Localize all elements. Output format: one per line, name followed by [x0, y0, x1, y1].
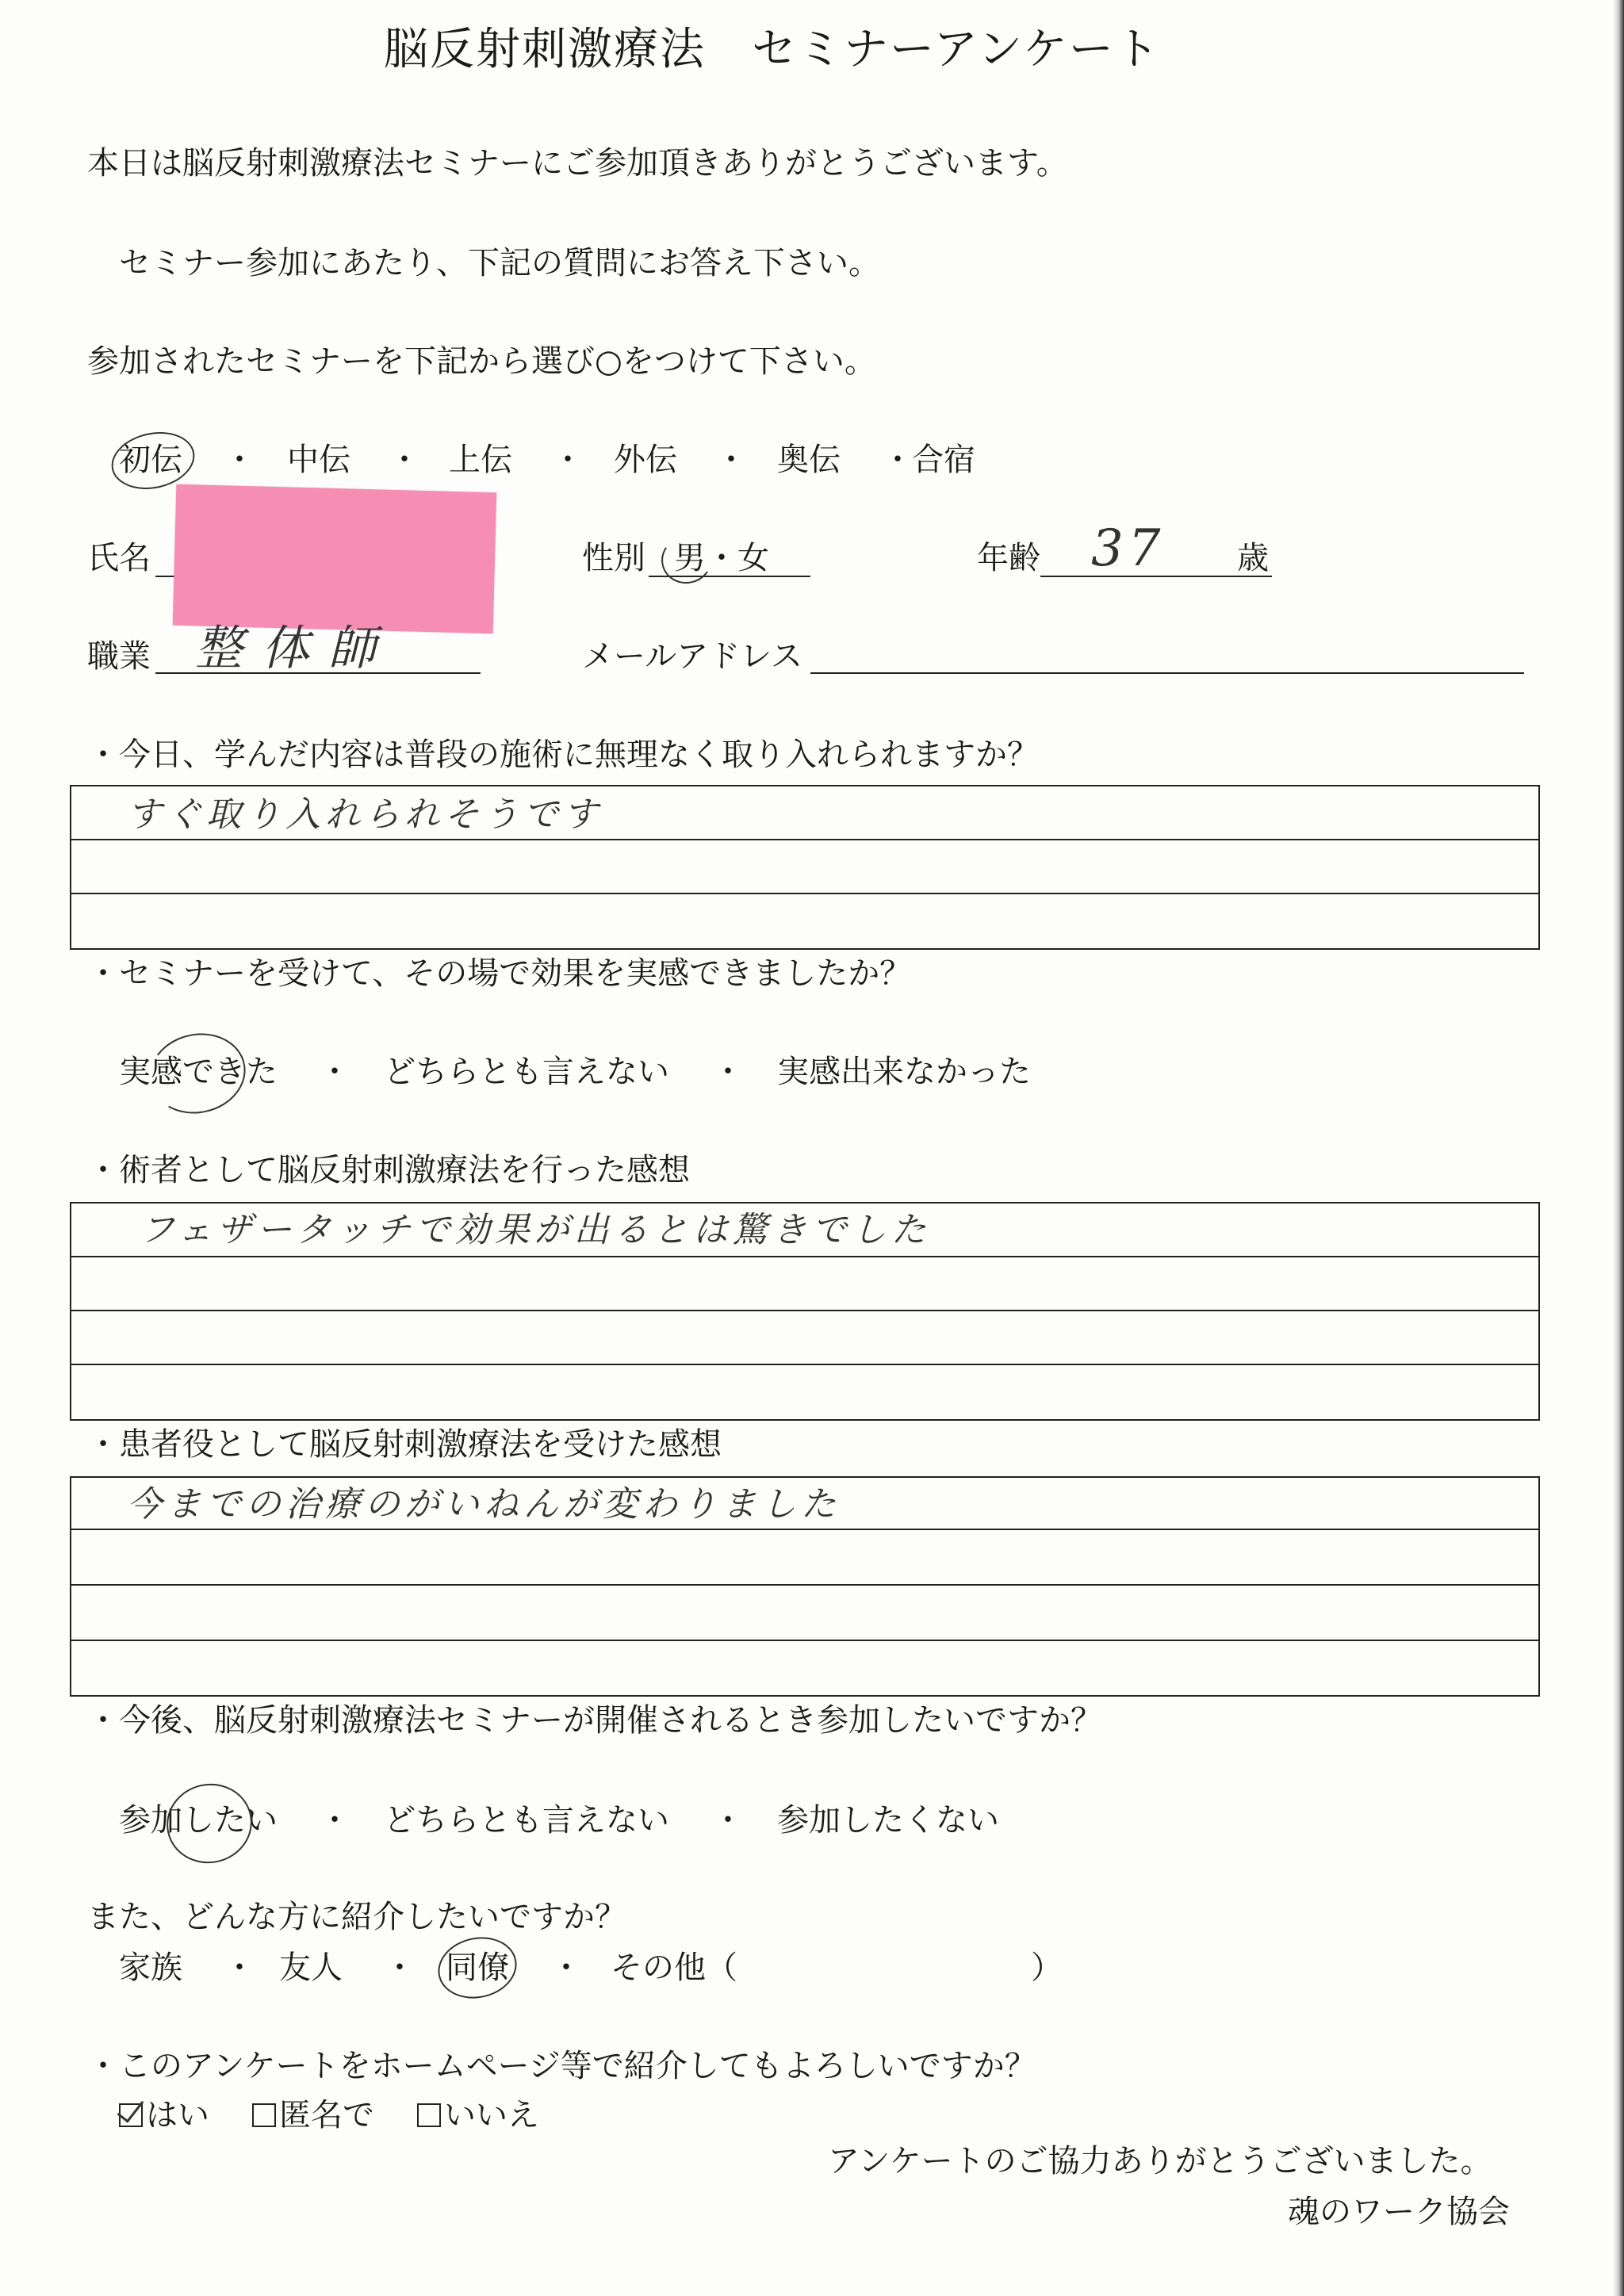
q3-question: ・術者として脳反射刺激療法を行った感想 — [87, 1152, 690, 1188]
job-field-line[interactable] — [155, 672, 481, 674]
q3-answer-handwritten: フェザータッチで効果が出るとは驚きでした — [140, 1210, 931, 1250]
q6-other-label[interactable]: その他（ — [611, 1950, 737, 1986]
age-handwritten: 37 — [1091, 519, 1166, 578]
q2-selected-circle — [142, 1024, 253, 1122]
sep: ・ — [319, 1802, 350, 1839]
redaction-sticky-note — [173, 484, 497, 634]
q7-option-yes[interactable] — [119, 2096, 209, 2134]
closing-thanks: アンケートのご協力ありがとうございました。 — [828, 2143, 1492, 2179]
checkbox-icon[interactable] — [417, 2103, 441, 2127]
q7-option-anonymous[interactable] — [252, 2096, 374, 2134]
q4-question: ・患者役として脳反射刺激療法を受けた感想 — [87, 1426, 722, 1463]
sep: ・ — [224, 1950, 255, 1986]
name-label: 氏名 — [87, 540, 151, 576]
q6-selected-circle — [432, 1930, 523, 2005]
organization-name: 魂のワーク協会 — [1288, 2194, 1510, 2230]
seminar-option-1[interactable]: 初伝 — [119, 442, 182, 478]
intro-line-2: セミナー参加にあたり、下記の質問にお答え下さい。 — [119, 245, 880, 281]
job-handwritten: 整体師 — [195, 621, 395, 676]
q5-option-1[interactable]: 参加したい — [119, 1802, 278, 1839]
sep: ・ — [550, 1950, 582, 1986]
q5-selected-circle — [159, 1776, 259, 1871]
scan-page-edge — [1613, 0, 1624, 2296]
sep: ・ — [712, 1802, 744, 1839]
q7-option-anonymous-label: 匿名で — [279, 2097, 374, 2133]
checkbox-checked-icon[interactable] — [119, 2103, 143, 2127]
q2-question: ・セミナーを受けて、その場で効果を実感できましたか？ — [87, 955, 912, 992]
age-unit: 歳 — [1237, 540, 1269, 576]
q1-answer-handwritten: すぐ取り入れられそうです — [127, 794, 603, 835]
q4-answer-handwritten: 今までの治療のがいねんが変わりました — [127, 1484, 841, 1525]
q6-other-close: ） — [1031, 1950, 1063, 1986]
sep: ・ — [715, 442, 747, 478]
email-label: メールアドレス — [582, 638, 802, 675]
q2-option-1[interactable]: 実感できた — [119, 1054, 278, 1090]
sep: ・ — [384, 1950, 416, 1986]
q7-option-yes-label: はい — [146, 2097, 209, 2133]
seminar-option-4[interactable]: 外伝 — [614, 442, 677, 478]
sep: ・ — [319, 1054, 350, 1090]
q2-option-2[interactable]: どちらとも言えない — [384, 1054, 669, 1090]
q5-question: ・今後、脳反射刺激療法セミナーが開催されるとき参加したいですか？ — [87, 1702, 1102, 1739]
gender-label: 性別 — [582, 540, 645, 576]
q7-option-no-label: いいえ — [444, 2097, 539, 2133]
page-title: 脳反射刺激療法 セミナーアンケート — [384, 24, 1161, 75]
checkbox-icon[interactable] — [252, 2103, 276, 2127]
intro-line-1: 本日は脳反射刺激療法セミナーにご参加頂きありがとうございます。 — [87, 145, 1068, 182]
q2-option-3[interactable]: 実感出来なかった — [777, 1054, 1031, 1090]
sep: ・ — [552, 442, 584, 478]
seminar-option-5[interactable]: 奥伝 — [777, 442, 841, 478]
seminar-option-6[interactable]: 合宿 — [912, 442, 975, 478]
q7-option-no[interactable] — [417, 2096, 539, 2134]
seminar-option-3[interactable]: 上伝 — [449, 442, 512, 478]
q6-option-1[interactable]: 家族 — [119, 1950, 182, 1986]
seminar-option-2[interactable]: 中伝 — [287, 442, 350, 478]
q1-question: ・今日、学んだ内容は普段の施術に無理なく取り入れられますか？ — [87, 737, 1039, 773]
q6-option-3[interactable]: 同僚 — [446, 1950, 509, 1986]
q7-question: ・このアンケートをホームページ等で紹介してもよろしいですか？ — [87, 2048, 1036, 2084]
sep: ・ — [712, 1054, 744, 1090]
age-label: 年齢 — [977, 540, 1040, 576]
job-label: 職業 — [87, 638, 151, 675]
sep: ・ — [389, 442, 420, 478]
q5-option-3[interactable]: 参加したくない — [777, 1802, 999, 1839]
q6-option-2[interactable]: 友人 — [279, 1950, 343, 1986]
intro-line-3: 参加されたセミナーを下記から選び○をつけて下さい。 — [87, 343, 876, 380]
q6-question: また、どんな方に紹介したいですか？ — [87, 1899, 626, 1935]
sep: ・ — [882, 442, 914, 478]
sep: ・ — [224, 442, 255, 478]
q5-option-2[interactable]: どちらとも言えない — [384, 1802, 669, 1839]
email-field-line[interactable] — [810, 672, 1524, 674]
gender-value: 男・女 — [674, 540, 769, 576]
